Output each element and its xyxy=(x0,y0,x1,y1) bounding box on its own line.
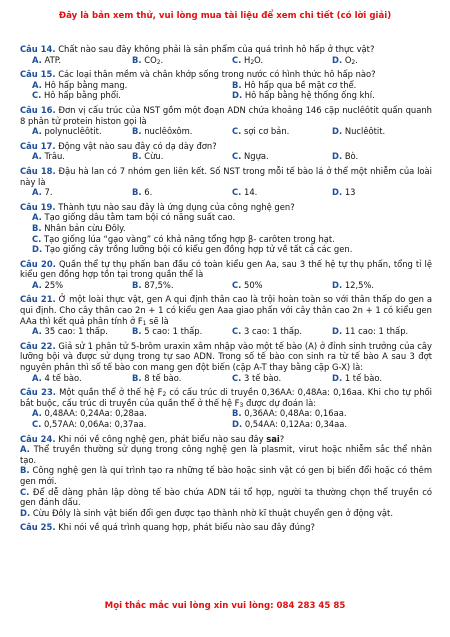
question-number: Câu 22. xyxy=(20,340,56,351)
option-d[interactable]: D. Bò. xyxy=(332,151,359,162)
option-a[interactable]: A. 7. xyxy=(32,187,53,198)
option-c[interactable]: C. Hô hấp bằng phổi. xyxy=(32,90,121,101)
option-c[interactable]: C. $H_2O$. xyxy=(232,54,264,66)
option-b[interactable]: B. 6. xyxy=(132,187,153,198)
question-21: Câu 21. Ở một loài thực vật, gen A qui định thân cao là trội hoàn toàn so với thân thấp do gen a qui định. Cho cây thân cao 2n + 1 có kiểu gen Aaa giao phấn với cây thân cao 2n + 1 có kiểu gen AAa thì kết quả phân tính ở $F_1$ sẽ là A. 35 cao: 1 thấp. B. 5 cao: 1 thấp. C. 3 cao: 1 thấp. D. 11 cao: 1 thấp. xyxy=(20,294,432,337)
option-d[interactable]: D. Tạo giống cây trồng lưỡng bội có kiểu gen đồng hợp tử về tất cả các gen. xyxy=(32,244,353,255)
option-d[interactable]: D. 12,5%. xyxy=(332,279,375,290)
option-b[interactable]: B. $CO_2$. xyxy=(132,54,164,66)
option-b[interactable]: B. Cừu. xyxy=(132,151,164,162)
question-number: Câu 19. xyxy=(20,201,56,212)
question-text: Đậu hà lan có 7 nhóm gen liên kết. Số NST trong mỗi tế bào lá ở thể một nhiễm của loài này là xyxy=(20,165,433,187)
question-text: Giả sử 1 phân tử 5-brôm uraxin xâm nhập vào một tế bào (A) ở đỉnh sinh trưởng của cây lưỡng bội và được sử dụng trong tự sao ADN. Trong số tế bào con sinh ra từ tế bào A sau 3 đợt nguyên phân thì số tế bào con mang gen đột biến (cặp A-T thay bằng cặp G-X) là: xyxy=(20,340,432,373)
question-20 xyxy=(20,259,432,291)
option-b[interactable]: B. 0,36AA: 0,48Aa: 0,16aa. xyxy=(232,408,347,419)
question-24: Câu 24. Khi nói về công nghệ gen, phát biểu nào sau đây sai? A. Thể truyền thường sử dụng trong công nghệ gen là plasmit, virut hoặc nhiễm sắc thể nhân tạo. B. Công nghệ gen là qui trình tạo ra những tế bào hoặc sinh vật có gen bị biến đổi hoặc có thêm gen mới. C. Để dễ dàng phân lập dòng tế bào chứa ADN tái tổ hợp, người ta thường chọn thể truyền có gen đánh dấu. D. Cừu Đôly là sinh vật biến đổi gen được tạo thành nhờ kĩ thuật chuyển gen ở động vật. xyxy=(20,433,432,518)
question-text: Các loại thân mềm và chân khớp sống trong nước có hình thức hô hấp nào? xyxy=(58,69,376,80)
option-a[interactable]: A. Thể truyền thường sử dụng trong công nghệ gen là plasmit, virut hoặc nhiễm sắc thể nhân tạo. xyxy=(20,444,432,465)
question-number: Câu 18. xyxy=(20,165,56,176)
option-a[interactable]: A. Tạo giống dâu tằm tam bội có năng suất cao. xyxy=(32,212,236,223)
keyword-sai: sai xyxy=(266,433,280,444)
question-number: Câu 16. xyxy=(20,104,56,115)
question-number: Câu 17. xyxy=(20,140,56,151)
option-d[interactable]: D. Cừu Đôly là sinh vật biến đổi gen được tạo thành nhờ kĩ thuật chuyển gen ở động vật. xyxy=(20,507,393,518)
question-number: Câu 25. xyxy=(20,522,56,533)
option-c[interactable]: C. 3 cao: 1 thấp. xyxy=(232,326,303,337)
question-18 xyxy=(20,166,432,198)
question-text: Khi nói về quá trình quang hợp, phát biểu nào sau đây đúng? xyxy=(58,522,315,533)
option-a[interactable]: A. polynuclêôtit. xyxy=(32,126,102,137)
question-number: Câu 15. xyxy=(20,69,56,80)
option-d[interactable]: D. Hô hấp bằng hệ thống ống khí. xyxy=(232,90,375,101)
preview-banner: Đây là bản xem thử, vui lòng mua tài liệu để xem chi tiết (có lời giải) xyxy=(58,11,392,21)
option-b[interactable]: B. 87,5%. xyxy=(132,279,174,290)
option-a[interactable]: A. 35 cao: 1 thấp. xyxy=(32,326,108,337)
option-a[interactable]: A. Trâu. xyxy=(32,151,65,162)
question-text: Động vật nào sau đây có dạ dày đơn? xyxy=(58,140,217,151)
option-c[interactable]: C. Để dễ dàng phân lập dòng tế bào chứa ADN tái tổ hợp, người ta thường chọn thể truyền có gen đánh dấu. xyxy=(20,486,432,508)
question-17 xyxy=(20,141,432,162)
question-14 xyxy=(20,44,432,65)
option-c[interactable]: C. Tạo giống lúa “gạo vàng” có khả năng tổng hợp β- carôten trong hạt. xyxy=(32,233,335,244)
option-c[interactable]: C. sợi cơ bản. xyxy=(232,126,290,137)
option-b[interactable]: B. 5 cao: 1 thấp. xyxy=(132,326,203,337)
option-b[interactable]: B. 8 tế bào. xyxy=(132,372,182,383)
question-19 xyxy=(20,202,432,255)
option-b[interactable]: B. Công nghệ gen là qui trình tạo ra những tế bào hoặc sinh vật có gen bị biến đổi hoặc có thêm gen mới. xyxy=(20,465,432,486)
option-c[interactable]: C. Ngựa. xyxy=(232,151,269,162)
question-text: Quần thể tự thụ phấn ban đầu có toàn kiểu gen Aa, sau 3 thế hệ tự thụ phấn, tổng tỉ lệ kiểu gen đồng hợp tồn tại trong quần thể là xyxy=(20,258,433,280)
question-list xyxy=(20,44,432,537)
option-c[interactable]: C. 14. xyxy=(232,187,258,198)
question-23: Câu 23. Một quần thể ở thế hệ $F_2$ có cấu trúc di truyền 0,36AA: 0,48Aa: 0,16aa. Khi cho tự phối bắt buộc, cấu trúc di truyền của quần thể ở thế hệ $F_3$ được dự đoán là: A. 0,48AA: 0,24Aa: 0,28aa. B. 0,36AA: 0,48Aa: 0,16aa. C. 0,57AA: 0,06Aa: 0,37aa. D. 0,54AA: 0,12Aa: 0,34aa. xyxy=(20,387,432,429)
option-d[interactable]: D. 13 xyxy=(332,187,356,198)
option-c[interactable]: C. 3 tế bào. xyxy=(232,372,282,383)
question-text: Chất nào sau đây không phải là sản phẩm của quá trình hô hấp ở thực vật? xyxy=(58,44,375,54)
question-text: Thành tựu nào sau đây là ứng dụng của công nghệ gen? xyxy=(58,201,295,212)
option-d[interactable]: D. 0,54AA: 0,12Aa: 0,34aa. xyxy=(232,419,348,429)
option-b[interactable]: B. Nhân bản cừu Đôly. xyxy=(32,222,126,233)
question-number: Câu 14. xyxy=(20,44,56,54)
question-text: Khi nói về công nghệ gen, phát biểu nào sau đây xyxy=(58,433,267,444)
question-22 xyxy=(20,341,432,383)
question-number: Câu 23. xyxy=(20,387,56,398)
option-c[interactable]: C. 50% xyxy=(232,279,263,290)
question-number: Câu 24. xyxy=(20,433,56,444)
option-d[interactable]: D. 11 cao: 1 thấp. xyxy=(332,326,409,337)
question-text: Đơn vị cấu trúc của NST gồm một đoạn ADN chứa khoảng 146 cặp nuclêôtit quấn quanh 8 phân tử protein histon gọi là xyxy=(20,104,432,126)
option-d[interactable]: D. 1 tế bào. xyxy=(332,372,382,383)
option-a[interactable]: A. 25% xyxy=(32,279,64,290)
question-15 xyxy=(20,69,432,101)
option-a[interactable]: A. ATP. xyxy=(32,54,62,65)
question-25 xyxy=(20,522,432,533)
option-b[interactable]: B. nuclêôxôm. xyxy=(132,126,193,137)
option-a[interactable]: A. Hô hấp bằng mang. xyxy=(32,79,128,90)
question-text: Một quần thể ở thế hệ F xyxy=(59,387,163,398)
question-number: Câu 21. xyxy=(20,294,56,305)
option-a[interactable]: A. 4 tế bào. xyxy=(32,372,82,383)
option-a[interactable]: A. 0,48AA: 0,24Aa: 0,28aa. xyxy=(32,408,147,419)
option-d[interactable]: D. Nuclêôtit. xyxy=(332,126,386,137)
question-number: Câu 20. xyxy=(20,258,56,269)
contact-footer: Mọi thắc mắc vui lòng xin vui lòng: 084 283 45 85 xyxy=(104,601,346,611)
option-b[interactable]: B. Hô hấp qua bề mặt cơ thể. xyxy=(232,79,357,90)
option-d[interactable]: D. $O_2$. xyxy=(332,54,358,66)
question-text: Ở một loài thực vật, gen A qui định thân cao là trội hoàn toàn so với thân thấp do gen a qui định. Cho cây thân cao 2n + 1 có kiểu gen Aaa giao phấn với cây thân cao 2n + 1 có kiểu gen AAa thì kết quả phân tính ở F xyxy=(20,294,432,326)
option-c[interactable]: C. 0,57AA: 0,06Aa: 0,37aa. xyxy=(32,419,147,429)
question-16 xyxy=(20,105,432,137)
